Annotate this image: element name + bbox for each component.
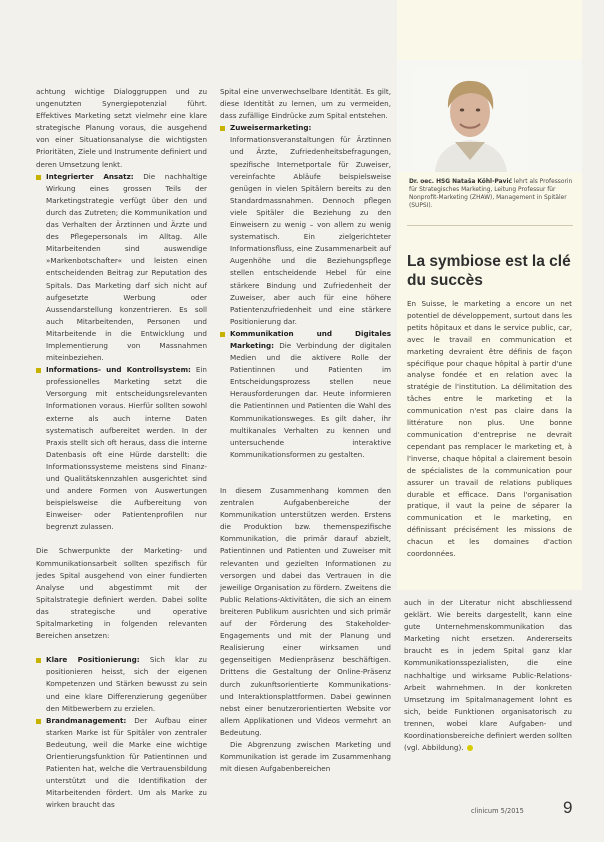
author-photo-area <box>397 60 582 172</box>
caption-text: lehrt als Professorin für Strategisches Marketing, Leitung Professur für Nonprofit-Marketing (ZHAW), Management in Spitäler (SUPSI). <box>409 179 573 209</box>
paragraph: In diesem Zusammenhang kommen den zentralen Aufgabenbereiche der Kommunikation unterstützen werden. Erstens die Produktion bzw. themenspezifische Kommunikation, die primär darauf abzielt, Patientinnen und Patienten und Zuweiser mit relevanten und gezielten Informationen zu versorgen und dabei das Vertrauen in die jeweilige Organisation zu fördern. Zweitens die Public Relations-Aktivitäten, die sich an einem breiteren Publikum ausrichten und sich primär auf der Förderung des Stakeholder-Engagements und mit der Planung und Realisierung einer wirksamen und gegenseitigen Medienpräsenz beschäftigen. Drittens die Gestaltung der Online-Präsenz durch zukunftsorientierte Kommunikations- und Interaktionsplattformen. Dabei gewinnen nebst einer benutzerorientierten Website vor allem Applikationen und Videos vermehrt an Bedeutung. <box>220 486 391 737</box>
end-mark-icon <box>467 745 473 751</box>
bullet-title: Brandmanagement: <box>46 715 127 725</box>
paragraph: Die Abgrenzung zwischen Marketing und Kommunikation ist gerade im Zusammenhang mit diesen Aufgabenbereichen <box>220 739 391 774</box>
paragraph-text: auch in der Literatur nicht abschliessend geklärt. Wie bereits dargestellt, kann eine gute Unternehmenskommunikation das Marketing nicht ersetzen. Andererseits braucht es in jedem Spital ganz klar Kommunikationsspezialisten, die eine nachhaltige und wirksame Public-Relations-Arbeit wahrnehmen. In der konkreten Umsetzung im Spitalmanagement lohnt es sich, beide Funktionen organisatorisch zu trennen, wobei klare Aufgaben- und Koordinationsbereiche definiert werden sollten (vgl. Abbildung). <box>404 598 572 753</box>
column-1 <box>36 86 207 811</box>
bullet-title: Klare Positionierung: <box>46 655 140 665</box>
bullet-text: Informationsveranstaltungen für Ärztinnen und Ärzte, Zufriedenheitsbefragungen, spezifische Internetportale für Zuweiser, vereinfachte Abläufe beispielsweise genügen in vielen Spitälern bereits zu den Standardmassnahmen. Dennoch pflegen viele Spitäler die Beziehung zu den Einweisern zu wenig – von allem zu wenig systematisch. Ein zielgerichteter Informationsfluss, eine Zusammenarbeit auf Augenhöhe und die Beziehungspflege stellen entscheidende Hebel für eine stärkere Bindung und Zufriedenheit der Zuweiser, aber auch für eine höhere Patientenzufriedenheit und eine stärkere Positionierung dar. <box>230 135 391 326</box>
column-3 <box>404 597 572 754</box>
paragraph: Die Schwerpunkte der Marketing- und Kommunikationsarbeit sollten spezifisch für jedes Spital ausgehend von einer fundierten Analyse und abgestimmt mit der Spitalstrategie definiert werden. Dabei sollte das strategische und operative Spitalmarketing in folgenden relevanten Bereichen ansetzen: <box>36 546 207 641</box>
paragraph: achtung wichtige Dialoggruppen und zu ungenutzten Synergiepotenzial führt. Effektives Marketing setzt vielmehr eine klare strategische Planung voraus, die ausgehend von einer Situationsanalyse die wichtigsten Prioritäten, Ziele und Instrumente definiert und deren Umsetzung lenkt. <box>36 87 207 169</box>
bullet-item <box>220 328 391 461</box>
spacer <box>36 533 207 545</box>
bullet-item <box>220 122 391 328</box>
author-photo <box>413 68 527 172</box>
bullet-item <box>36 171 207 365</box>
caption-author-name: Dr. oec. HSG Nataša Köhl-Pavić <box>409 179 513 185</box>
photo-caption <box>409 178 575 210</box>
bullet-text: Die Verbindung der digitalen Medien und die aktivere Rolle der Patientinnen und Patienten im Entscheidungsprozess stellen neue Herausforderungen dar. Heute informieren die Patientinnen und Patienten die Wahl des Kommunikationsweges. Es gilt daher, ihr multikanales Verhalten zu kennen und untersuchende interaktive Kommunikationsformen zu gestalten. <box>230 340 391 459</box>
bullet-item <box>36 654 207 714</box>
bullet-title: Informations- und Kontrollsystem: <box>46 365 191 375</box>
bullet-title: Kommunikation und Digitales Marketing: <box>230 328 391 350</box>
bullet-text: Sich klar zu positionieren heisst, sich der eigenen Kompetenzen und Stärken bewusst zu sein und eine klare Differenzierung gegenüber den Mitbewerbern zu erzielen. <box>46 655 207 713</box>
bullet-text: Der Aufbau einer starken Marke ist für Spitäler von zentraler Bedeutung, weil die Marke eine wichtige Orientierungsfunktion für Patientinnen und Patienten hat, welche die Vertrauensbildung unterstützt und die Identifikation der Mitarbeitenden fördert. Um als Marke zu wirken braucht das <box>46 715 207 810</box>
bullet-title: Integrierter Ansatz: <box>46 171 134 181</box>
paragraph: Spital eine unverwechselbare Identität. Es gilt, diese Identität zu lernen, um zu vermeiden, dass zufällige Eindrücke zum Spital entstehen. <box>220 87 391 121</box>
bullet-text: Die nachhaltige Wirkung eines grossen Teils der Marketingstrategie verfügt über den und durch das Zutreten; die Kommunikation und das Verhalten der Ärztinnen und Ärzte und des Pflegepersonals im Alltag. Alle Mitarbeitenden sind auswendige »Markenbotschafter« und leisten einen entscheidenden Beitrag zur Reputation des Spitals. Das Marketing darf sich nicht auf aufgesetzte Werbung oder Aussendarstellung konzentrieren. Es soll auch Mitarbeitenden, Personen und Mitarbeitende in die Entwicklung und Implementierung von Massnahmen miteinbeziehen. <box>46 171 207 363</box>
page-number: 9 <box>563 798 573 817</box>
spacer <box>36 642 207 654</box>
footer-magazine-issue: clinicum 5/2015 <box>471 807 524 815</box>
sidebar-divider <box>407 225 573 226</box>
bullet-item <box>36 364 207 533</box>
sidebar-body: En Suisse, le marketing a encore un net potentiel de développement, surtout dans les petits hôpitaux et dans le service public, car, avec le travail en communication et marketing devraient être définis de façon spécifique pour chaque hôpital à partir d'une analyse fondée et en relation avec la stratégie de l'institution. La délimitation des tâches entre le marketing et la communication n'est pas claire dans la littérature non plus. Une bonne communication d'entreprise ne devrait cependant pas remplacer le marketing et, à l'inverse, chaque hôpital a clairement besoin de spécialistes de la communication pour assurer un travail de relations publiques durable et efficace. Dans l'organisation pratique, il vaut la peine de séparer la communication et le marketing, en définissant précisément les missions de chacun et les domaines d'action coordonnées. <box>407 299 572 559</box>
bullet-title: Zuweisermarketing: <box>230 123 312 133</box>
paragraph <box>404 597 572 754</box>
bullet-item <box>36 715 207 812</box>
column-2-top <box>220 86 391 461</box>
bullet-text: Ein professionelles Marketing setzt die Versorgung mit entscheidungsrelevanten Informationen voraus. Hierfür sollten sowohl externe als auch interne Daten systematisch aufbereitet werden. In der Praxis stellt sich oft heraus, dass die interne Datenbasis oft eine Hürde darstellt: die Informationssysteme meistens sind Finanz- und Qualitätskennzahlen ausgerichtet sind und andere Formen von Auswertungen beispielsweise die Aufbereitung von Einweiser- oder Patientenprofilen nur begrenzt zulassen. <box>46 365 207 532</box>
sidebar-title: La symbiose est la clé du succès <box>407 253 571 289</box>
column-2-bottom <box>220 485 391 775</box>
sidebar-box <box>397 0 582 590</box>
